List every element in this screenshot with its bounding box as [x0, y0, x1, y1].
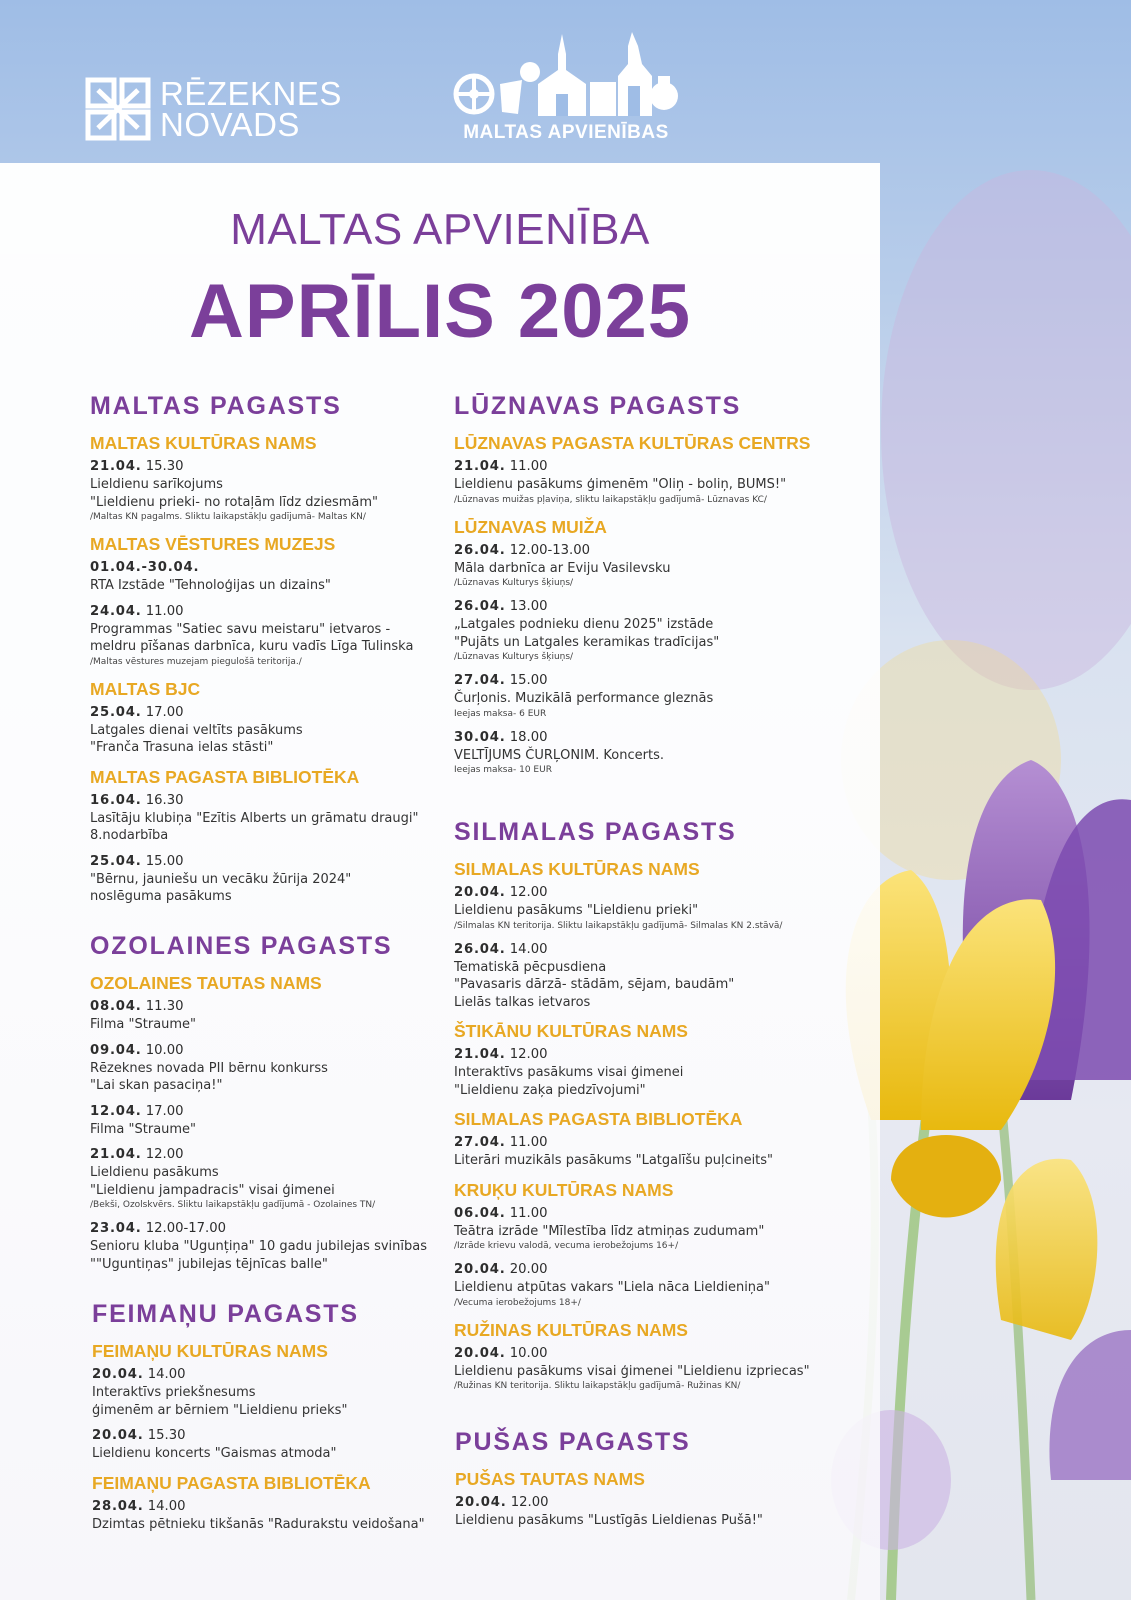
- event-date: 20.04.: [454, 1262, 506, 1277]
- event-date: 09.04.: [90, 1042, 142, 1058]
- event-time: 14.00: [147, 1498, 186, 1514]
- venue-heading: KRUĶU KULTŪRAS NAMS: [454, 1179, 674, 1200]
- event-description: Čurļonis. Muzikālā performance gleznās: [454, 691, 714, 706]
- event-datetime: [454, 1134, 854, 1152]
- event-time: 11.00: [509, 1205, 548, 1221]
- event-datetime: [90, 458, 450, 476]
- event-datetime: [90, 603, 450, 621]
- parish-ozolaines: [90, 932, 450, 1283]
- event-description: meldru pīšanas darbnīca, kuru vadīs Līga Tulinska: [90, 639, 414, 654]
- event-time: 11.00: [145, 603, 184, 619]
- event-datetime: [90, 1146, 450, 1164]
- event-note: /Lūznavas Kulturys šķiuņs/: [454, 652, 574, 662]
- event-time: 15.30: [147, 1428, 186, 1443]
- event-description: Interaktīvs priekšnesums: [92, 1385, 256, 1400]
- rezeknes-novads-wordmark: RĒZEKNES NOVADS: [160, 75, 342, 143]
- event-item: [90, 792, 450, 845]
- event-item: [454, 884, 854, 933]
- event-description: Lasītāju klubiņa "Ezītis Alberts un grāmatu draugi": [90, 810, 419, 826]
- event-date: 25.04.: [90, 704, 142, 720]
- event-item: [454, 729, 854, 778]
- parish-pusas: [455, 1428, 855, 1540]
- venue-heading: OZOLAINES TAUTAS NAMS: [90, 973, 322, 993]
- event-description: Tematiskā pēcpusdiena: [454, 959, 607, 975]
- event-item: [454, 1261, 854, 1310]
- event-description: Filma "Straume": [90, 1121, 197, 1137]
- event-time: 12.00-13.00: [509, 542, 590, 558]
- parish-heading: MALTAS PAGASTS: [90, 392, 342, 420]
- event-time: 17.00: [145, 704, 184, 720]
- event-description: Teātra izrāde "Mīlestība līdz atmiņas zudumam": [454, 1223, 765, 1239]
- parish-maltas: [90, 392, 450, 916]
- event-date: 20.04.: [454, 885, 506, 900]
- event-datetime: [454, 458, 854, 476]
- event-date: 27.04.: [454, 1135, 506, 1150]
- parish-heading: LŪZNAVAS PAGASTS: [454, 392, 742, 420]
- event-description: Lieldienu pasākums "Lieldienu prieki": [454, 903, 699, 918]
- venue-heading: MALTAS VĒSTURES MUZEJS: [90, 534, 336, 554]
- venue-block: [454, 433, 854, 507]
- event-item: [90, 458, 450, 524]
- event-datetime: [454, 1205, 854, 1223]
- event-item: [454, 598, 854, 664]
- event-note: /Bekši, Ozolskvērs. Sliktu laikapstākļu gadījumā - Ozolaines TN/: [90, 1200, 376, 1210]
- rezeknes-novads-logo: [84, 75, 342, 143]
- event-date: 26.04.: [454, 542, 506, 558]
- event-datetime: [454, 1261, 854, 1279]
- venue-heading: RUŽINAS KULTŪRAS NAMS: [454, 1319, 688, 1340]
- event-time: 10.00: [509, 1345, 548, 1361]
- venue-heading: MALTAS PAGASTA BIBLIOTĒKA: [90, 766, 360, 787]
- event-date: 12.04.: [90, 1103, 142, 1119]
- event-time: 10.00: [145, 1042, 184, 1058]
- event-item: [92, 1427, 452, 1463]
- event-datetime: [92, 1366, 452, 1384]
- event-date: 20.04.: [92, 1428, 144, 1443]
- maltas-apvienibas-wordmark: MALTAS APVIENĪBAS: [463, 122, 669, 143]
- rezeknes-novads-emblem-icon: [84, 76, 152, 142]
- event-datetime: [454, 672, 854, 690]
- event-description: Interaktīvs pasākums visai ģimenei: [454, 1065, 684, 1080]
- event-description: Latgales dienai veltīts pasākums: [90, 722, 303, 738]
- event-time: 16.30: [145, 792, 184, 808]
- event-item: [454, 941, 854, 1012]
- event-date: 20.04.: [92, 1367, 144, 1382]
- venue-heading: FEIMAŅU KULTŪRAS NAMS: [92, 1341, 328, 1361]
- event-date: 30.04.: [454, 729, 506, 745]
- venue-block: [454, 1320, 854, 1394]
- event-note: /Izrāde krievu valodā, vecuma ierobežojums 16+/: [454, 1241, 679, 1251]
- venue-block: [454, 859, 854, 1011]
- venue-block: [92, 1341, 452, 1463]
- event-note: /Lūznavas muižas pļaviņa, sliktu laikapstākļu gadījumā- Lūznavas KC/: [454, 494, 767, 505]
- event-date: 21.04.: [454, 459, 506, 474]
- parish-silmalas: [454, 818, 854, 1403]
- event-date: 24.04.: [90, 603, 142, 619]
- event-description: Lieldienu atpūtas vakars "Liela nāca Lieldieniņa": [454, 1280, 770, 1295]
- event-date: 08.04.: [90, 999, 142, 1014]
- event-description: Programmas "Satiec savu meistaru" ietvaros -: [90, 621, 391, 637]
- event-description: ""Uguntiņas" jubilejas tējnīcas balle": [90, 1256, 328, 1272]
- event-date: 16.04.: [90, 792, 142, 808]
- event-time: 15.30: [145, 459, 184, 474]
- venue-heading: ŠTIKĀNU KULTŪRAS NAMS: [454, 1021, 688, 1041]
- event-datetime: [92, 1498, 452, 1516]
- event-datetime: [90, 792, 450, 810]
- venue-block: [454, 1021, 854, 1099]
- venue-heading: FEIMAŅU PAGASTA BIBLIOTĒKA: [92, 1472, 371, 1493]
- parish-heading: SILMALAS PAGASTS: [454, 818, 737, 846]
- month-title: APRĪLIS 2025: [189, 269, 691, 354]
- event-datetime: [90, 559, 450, 577]
- event-description: Lieldienu pasākums "Lustīgās Lieldienas Pušā!": [455, 1513, 763, 1528]
- venue-heading: PUŠAS TAUTAS NAMS: [455, 1469, 645, 1489]
- event-item: [454, 1134, 854, 1170]
- event-datetime: [454, 884, 854, 902]
- event-description: "Lieldienu prieki- no rotaļām līdz dziesmām": [90, 494, 379, 510]
- event-description: Lieldienu koncerts "Gaismas atmoda": [92, 1446, 337, 1461]
- event-time: 17.00: [145, 1103, 184, 1119]
- event-datetime: [454, 729, 854, 747]
- parish-heading: PUŠAS PAGASTS: [455, 1428, 691, 1456]
- page-title: MALTAS APVIENĪBA: [230, 205, 650, 254]
- event-date: 21.04.: [90, 459, 142, 474]
- event-datetime: [90, 1042, 450, 1060]
- event-note: /Maltas KN pagalms. Sliktu laikapstākļu gadījumā- Maltas KN/: [90, 512, 366, 522]
- event-datetime: [454, 598, 854, 616]
- event-date: 28.04.: [92, 1498, 144, 1514]
- event-description: Rēzeknes novada PII bērnu konkurss: [90, 1060, 328, 1076]
- event-item: [90, 1042, 450, 1095]
- event-description: 8.nodarbība: [90, 828, 169, 843]
- event-item: [90, 1146, 450, 1212]
- event-time: 15.00: [509, 673, 548, 688]
- event-description: Lieldienu pasākums ģimenēm "Oliņ - boliņ, BUMS!": [454, 477, 787, 492]
- event-description: "Pujāts un Latgales keramikas tradīcijas": [454, 634, 720, 650]
- event-time: 18.00: [509, 729, 548, 745]
- venue-block: [90, 767, 450, 906]
- event-item: [454, 542, 854, 591]
- event-time: 12.00: [509, 1047, 548, 1062]
- maltas-apvienibas-emblem-icon: [452, 24, 680, 116]
- event-date: 27.04.: [454, 673, 506, 688]
- event-datetime: [90, 1103, 450, 1121]
- venue-heading: MALTAS BJC: [90, 678, 201, 699]
- venue-heading: SILMALAS KULTŪRAS NAMS: [454, 859, 700, 879]
- event-date: 21.04.: [90, 1147, 142, 1162]
- event-item: [454, 458, 854, 507]
- event-item: [90, 603, 450, 669]
- event-description: "Lai skan pasaciņa!": [90, 1078, 223, 1093]
- event-date: 01.04.-30.04.: [90, 560, 200, 575]
- venue-block: [454, 1109, 854, 1170]
- parish-heading: OZOLAINES PAGASTS: [90, 932, 393, 960]
- event-date: 06.04.: [454, 1205, 506, 1221]
- event-description: Lieldienu pasākums: [90, 1165, 219, 1180]
- event-note: Ieejas maksa- 6 EUR: [454, 708, 547, 719]
- event-time: 12.00: [510, 1495, 549, 1510]
- event-item: [92, 1366, 452, 1419]
- event-item: [90, 559, 450, 595]
- event-datetime: [92, 1427, 452, 1445]
- venue-block: [90, 433, 450, 524]
- event-note: /Silmalas KN teritorija. Sliktu laikapstākļu gadījumā- Silmalas KN 2.stāvā/: [454, 920, 783, 931]
- event-description: Filma "Straume": [90, 1017, 197, 1032]
- event-description: Lielās talkas ietvaros: [454, 994, 591, 1010]
- event-time: 12.00: [509, 885, 548, 900]
- event-description: "Lieldienu jampadracis" visai ģimenei: [90, 1182, 335, 1198]
- event-item: [455, 1494, 855, 1530]
- event-description: VELTĪJUMS ČURĻONIM. Koncerts.: [454, 747, 664, 763]
- event-datetime: [455, 1494, 855, 1512]
- venue-block: [455, 1469, 855, 1530]
- event-description: „Latgales podnieku dienu 2025" izstāde: [454, 617, 714, 632]
- parish-luznavas: [454, 392, 854, 787]
- event-datetime: [454, 1046, 854, 1064]
- event-note: /Lūznavas Kulturys šķiuņs/: [454, 578, 574, 588]
- event-time: 14.00: [147, 1367, 186, 1382]
- event-date: 20.04.: [454, 1345, 506, 1361]
- event-datetime: [90, 853, 450, 871]
- event-description: "Lieldienu zaķa piedzīvojumi": [454, 1082, 646, 1098]
- venue-block: [454, 517, 854, 778]
- event-datetime: [454, 941, 854, 959]
- event-time: 15.00: [145, 853, 184, 869]
- event-description: Dzimtas pētnieku tikšanās "Radurakstu veidošana": [92, 1516, 425, 1532]
- event-description: "Bērnu, jauniešu un vecāku žūrija 2024": [90, 871, 352, 887]
- event-description: "Pavasaris dārzā- stādām, sējam, baudām": [454, 977, 735, 992]
- event-item: [90, 853, 450, 906]
- event-description: Literāri muzikāls pasākums "Latgalīšu puļcineits": [454, 1153, 774, 1168]
- maltas-apvienibas-logo: [452, 24, 680, 144]
- event-time: 13.00: [509, 599, 548, 614]
- event-description: ģimenēm ar bērniem "Lieldienu prieks": [92, 1402, 348, 1418]
- event-time: 12.00-17.00: [145, 1221, 226, 1236]
- event-item: [454, 672, 854, 721]
- event-item: [454, 1345, 854, 1394]
- venue-heading: LŪZNAVAS MUIŽA: [454, 516, 607, 537]
- event-time: 11.00: [509, 1135, 548, 1150]
- event-datetime: [90, 1220, 450, 1238]
- event-time: 20.00: [509, 1262, 548, 1277]
- event-item: [454, 1046, 854, 1099]
- event-item: [90, 1103, 450, 1139]
- parish-feimanu: [92, 1300, 452, 1543]
- event-time: 14.00: [509, 941, 548, 957]
- venue-heading: MALTAS KULTŪRAS NAMS: [90, 433, 317, 453]
- event-item: [454, 1205, 854, 1254]
- event-date: 25.04.: [90, 853, 142, 869]
- event-time: 12.00: [145, 1147, 184, 1162]
- event-item: [90, 704, 450, 757]
- event-time: 11.30: [145, 999, 184, 1014]
- event-datetime: [90, 998, 450, 1016]
- venue-block: [454, 1180, 854, 1310]
- venue-block: [90, 973, 450, 1273]
- event-note: /Vecuma ierobežojums 18+/: [454, 1297, 581, 1308]
- event-datetime: [454, 542, 854, 560]
- event-date: 26.04.: [454, 941, 506, 957]
- event-date: 21.04.: [454, 1047, 506, 1062]
- event-description: noslēguma pasākums: [90, 889, 232, 904]
- event-description: "Franča Trasuna ielas stāsti": [90, 740, 274, 755]
- event-date: 26.04.: [454, 599, 506, 614]
- event-note: /Ružinas KN teritorija. Sliktu laikapstākļu gadījumā- Ružinas KN/: [454, 1381, 741, 1391]
- event-description: Lieldienu sarīkojums: [90, 477, 223, 492]
- venue-heading: LŪZNAVAS PAGASTA KULTŪRAS CENTRS: [454, 433, 811, 453]
- event-item: [90, 1220, 450, 1273]
- event-item: [92, 1498, 452, 1534]
- event-description: Senioru kluba "Ugunțiņa" 10 gadu jubilejas svinības: [90, 1239, 427, 1254]
- venue-block: [92, 1473, 452, 1534]
- venue-block: [90, 534, 450, 669]
- event-note: Ieejas maksa- 10 EUR: [454, 765, 552, 775]
- parish-heading: FEIMAŅU PAGASTS: [92, 1300, 359, 1328]
- event-note: /Maltas vēstures muzejam piegulošā teritorija./: [90, 656, 302, 667]
- event-datetime: [90, 704, 450, 722]
- venue-heading: SILMALAS PAGASTA BIBLIOTĒKA: [454, 1109, 743, 1129]
- venue-block: [90, 679, 450, 757]
- event-item: [90, 998, 450, 1034]
- event-datetime: [454, 1345, 854, 1363]
- event-time: 11.00: [509, 459, 548, 474]
- event-description: Māla darbnīca ar Eviju Vasilevsku: [454, 560, 671, 576]
- event-date: 20.04.: [455, 1495, 507, 1510]
- event-description: RTA Izstāde "Tehnoloģijas un dizains": [90, 578, 331, 593]
- event-date: 23.04.: [90, 1221, 142, 1236]
- event-description: Lieldienu pasākums visai ģimenei "Lieldienu izpriecas": [454, 1363, 810, 1379]
